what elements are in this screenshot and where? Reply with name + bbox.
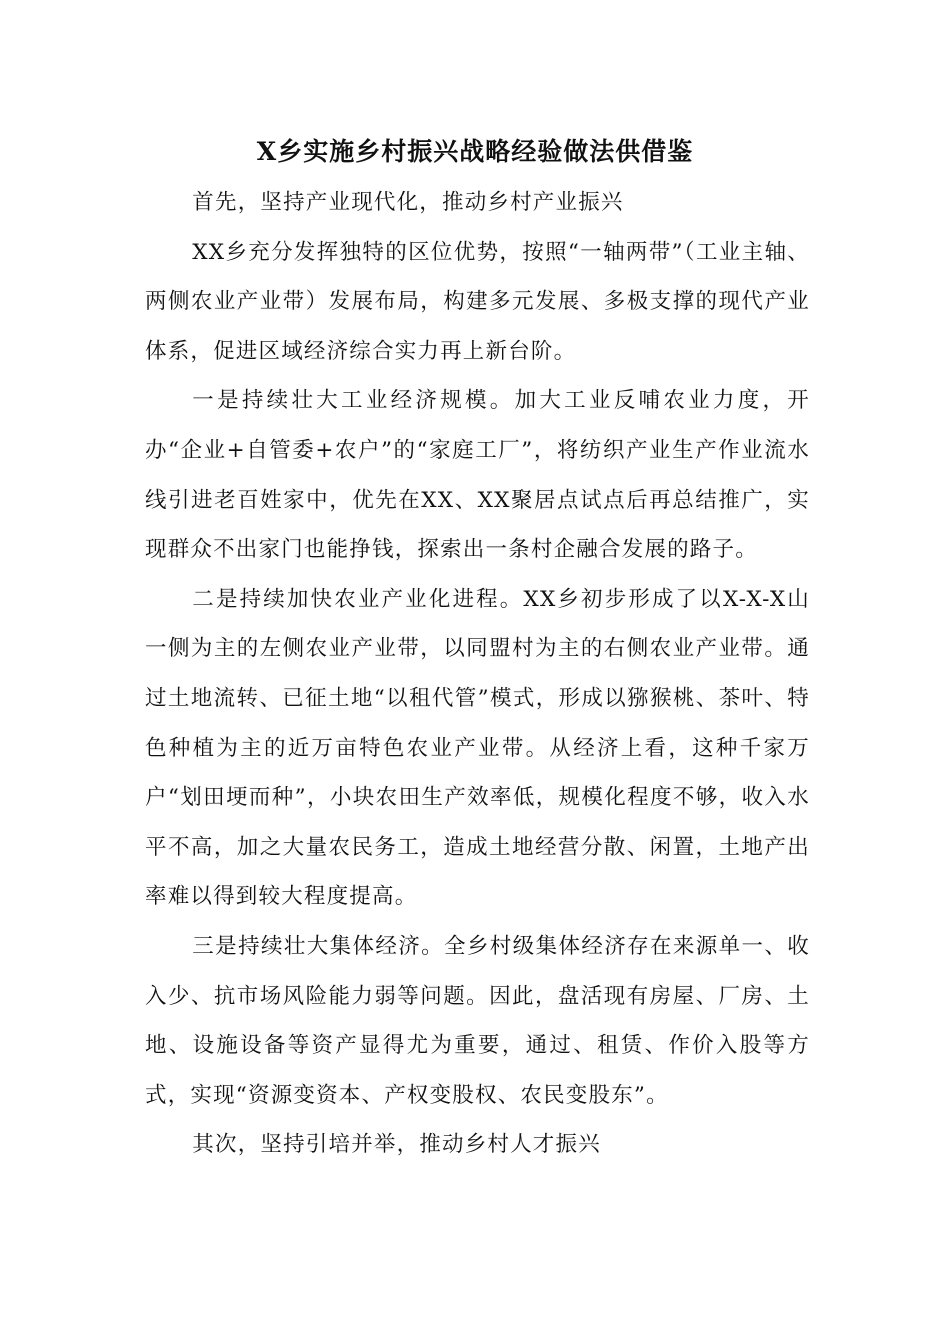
section-heading-talent: 其次，坚持引培并举，推动乡村人才振兴	[192, 1132, 601, 1158]
paragraph-layout: XX乡充分发挥独特的区位优势，按照“一轴两带”（工业主轴、两侧农业产业带）发展布局，构建多元发展、多极支撑的现代产业体系，促进区域经济综合实力再上新台阶。	[145, 239, 810, 364]
paragraph-collective-economy: 三是持续壮大集体经济。全乡村级集体经济存在来源单一、收入少、抗市场风险能力弱等问题。因此，盘活现有房屋、厂房、土地、设施设备等资产显得尤为重要，通过、租赁、作价入股等方式，实现“资源变资本、产权变股权、农民变股东”。	[145, 933, 810, 1108]
document-body	[145, 178, 810, 1170]
paragraph-agriculture: 二是持续加快农业产业化进程。XX乡初步形成了以X-X-X山一侧为主的左侧农业产业带，以同盟村为主的右侧农业产业带。通过土地流转、已征土地“以租代管”模式，形成以猕猴桃、茶叶、特色种植为主的近万亩特色农业产业带。从经济上看，这种千家万户“划田埂而种”，小块农田生产效率低，规模化程度不够，收入水平不高，加之大量农民务工，造成土地经营分散、闲置，土地产出率难以得到较大程度提高。	[145, 586, 810, 910]
document-title: X乡实施乡村振兴战略经验做法供借鉴	[256, 137, 694, 166]
section-heading-industry: 首先，坚持产业现代化，推动乡村产业振兴	[192, 190, 624, 215]
paragraph-industry-scale: 一是持续壮大工业经济规模。加大工业反哺农业力度，开办“企业+自管委+农户”的“家庭工厂”，将纺织产业生产作业流水线引进老百姓家中，优先在XX、XX聚居点试点后再总结推广，实现群众不出家门也能挣钱，探索出一条村企融合发展的路子。	[145, 388, 810, 563]
